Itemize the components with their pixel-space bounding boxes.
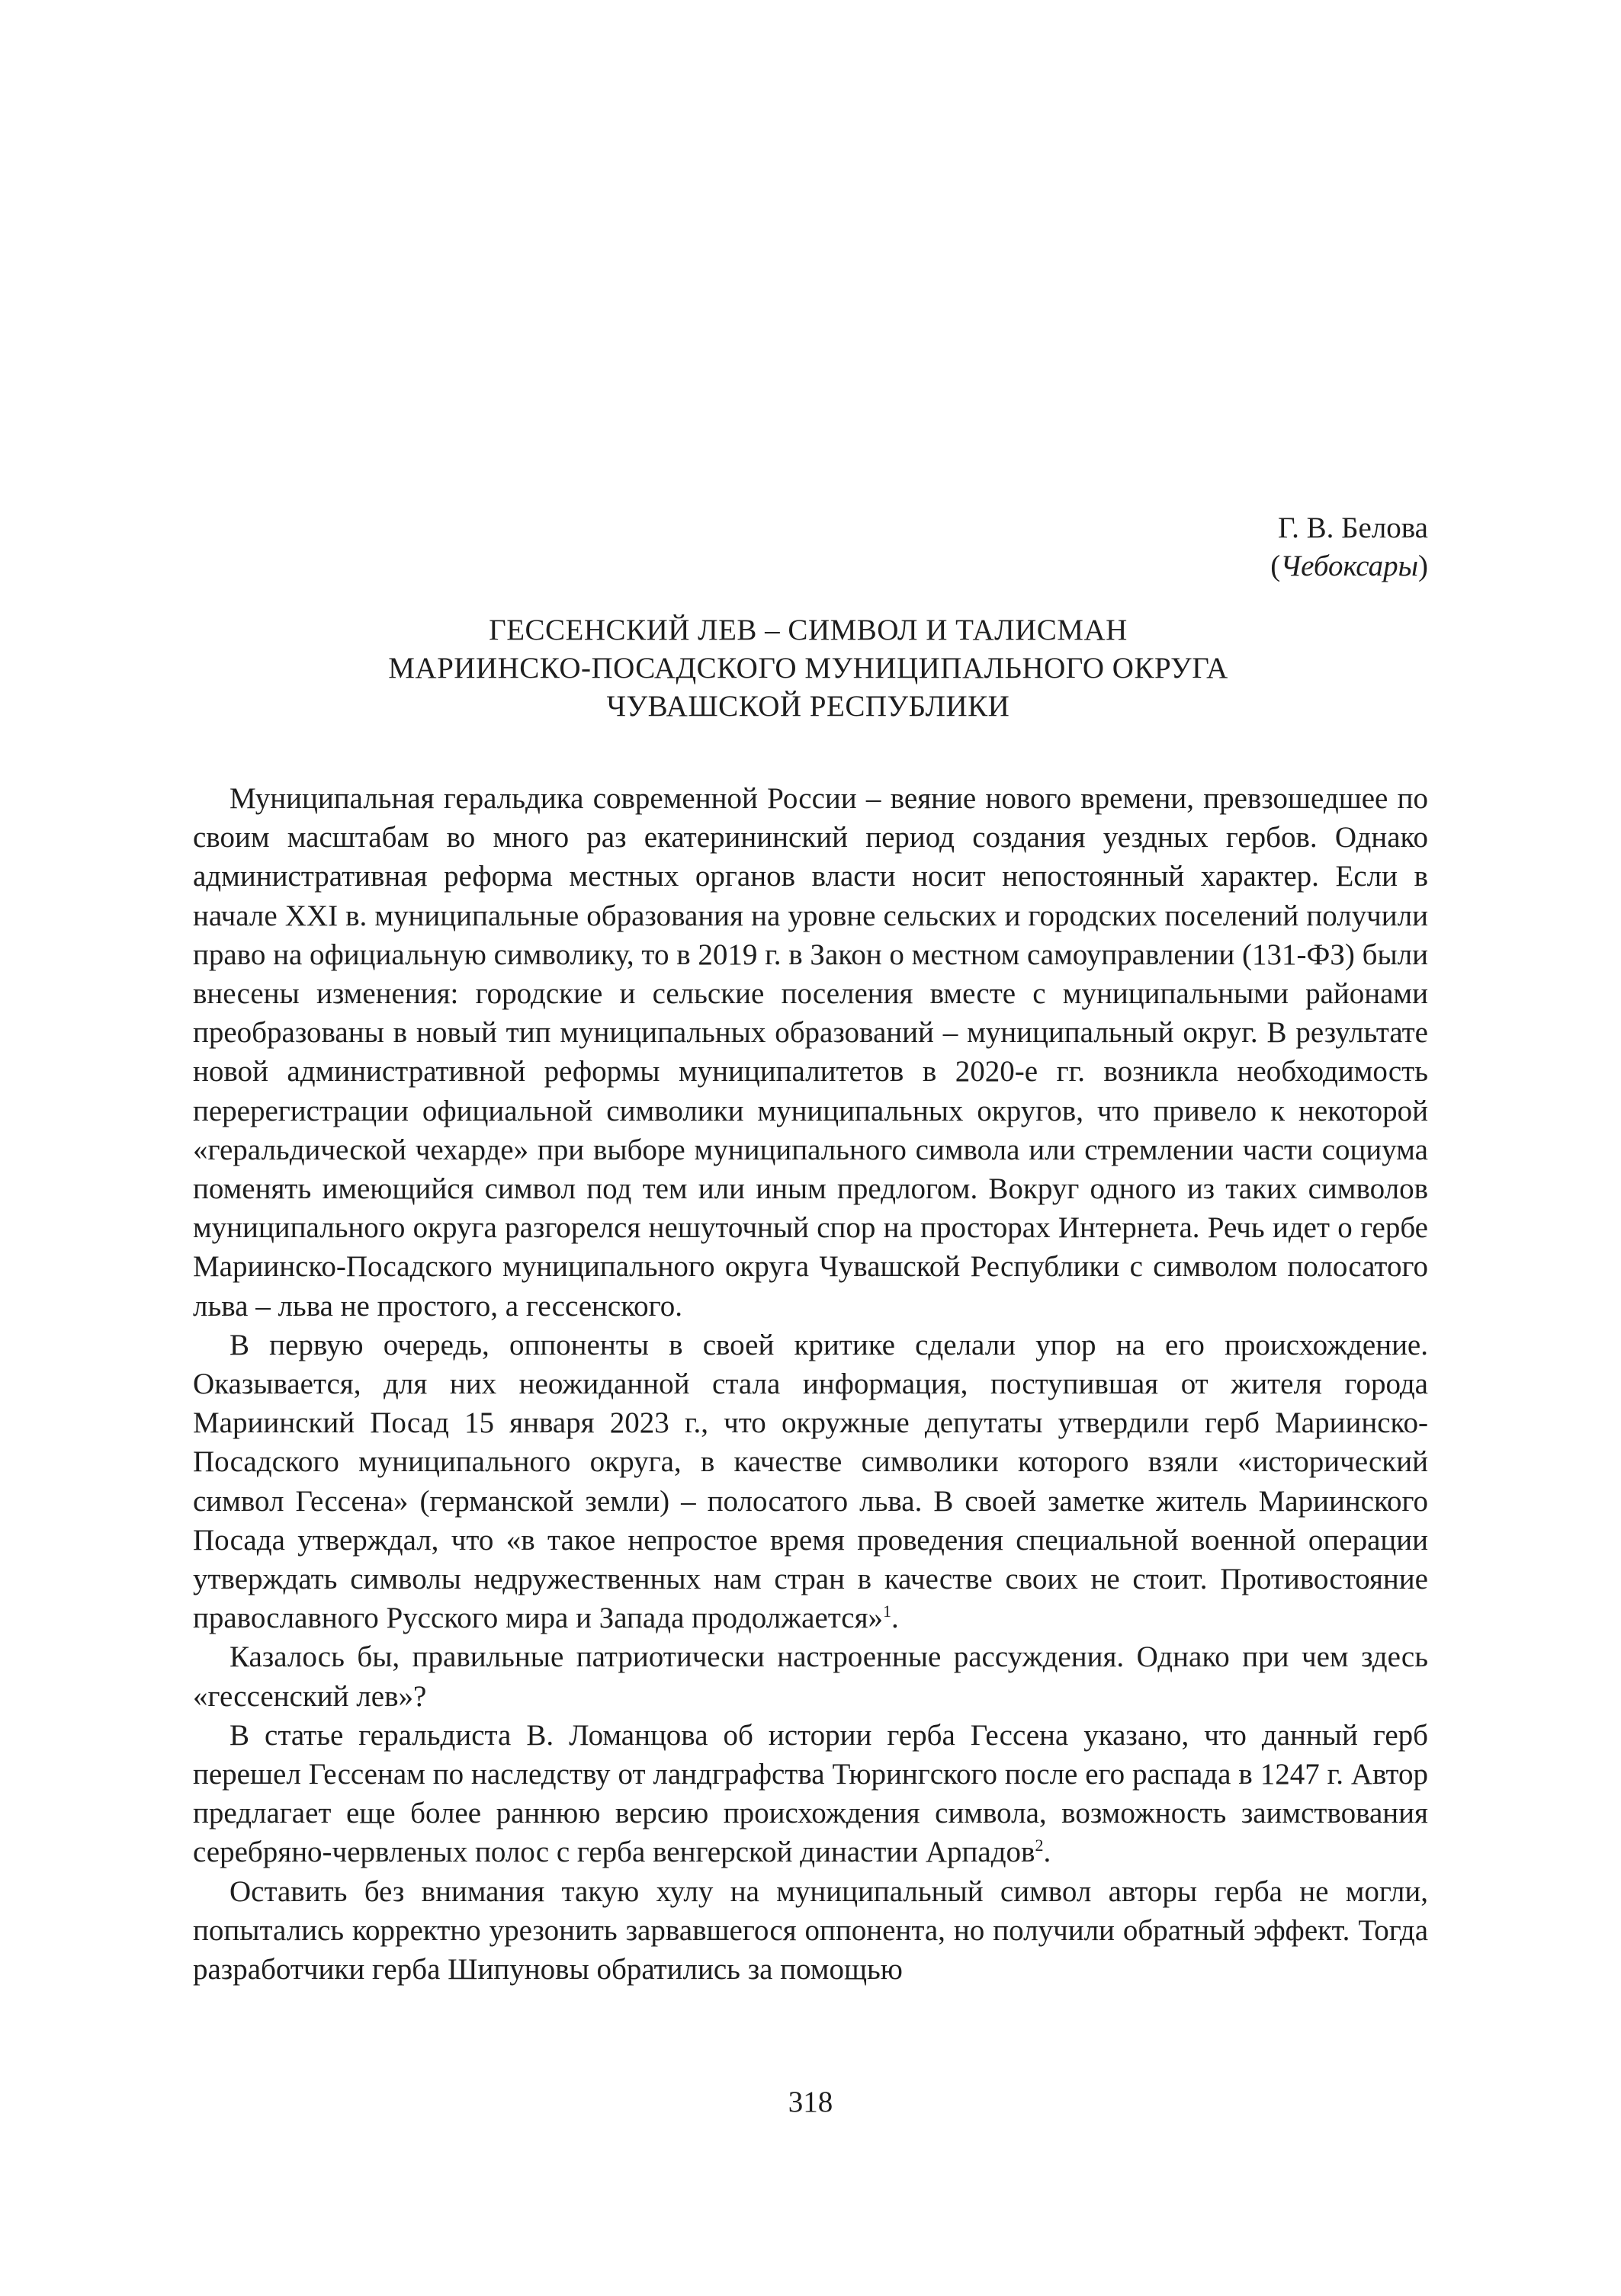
city-paren-close: ) (1418, 550, 1428, 582)
paragraph-2 (193, 1326, 1428, 1638)
page-number: 318 (788, 2086, 833, 2118)
title-line-2: МАРИИНСКО-ПОСАДСКОГО МУНИЦИПАЛЬНОГО ОКРУГА (388, 652, 1228, 685)
paragraph-1 (193, 779, 1428, 1326)
footnote-ref-2[interactable]: 2 (1035, 1836, 1044, 1855)
title-line-1: ГЕССЕНСКИЙ ЛЕВ – СИМВОЛ И ТАЛИСМАН (489, 614, 1128, 646)
paragraph-3-text: Казалось бы, правильные патриотически настроенные рассуждения. Однако при чем здесь «гессенский лев»? (193, 1640, 1428, 1713)
paragraph-5 (193, 1872, 1428, 1990)
title-line-3: ЧУВАШСКОЙ РЕСПУБЛИКИ (606, 690, 1010, 723)
author-city: Чебоксары (1280, 550, 1418, 582)
paragraph-4-tail: . (1043, 1836, 1051, 1869)
paragraph-2-tail: . (891, 1602, 899, 1635)
paragraph-2-text: В первую очередь, оппоненты в своей критике сделали упор на его происхождение. Оказывается, для них неожиданной стала информация, поступившая от жителя города Мариинский Посад 15 января 2023 г., что окружные депутаты утвердили герб Мариинско-Посадского муниципального округа, в качестве символики которого взяли «исторический символ Гессена» (германской земли) – полосатого льва. В своей заметке житель Мариинского Посада утверждал, что «в такое непростое время проведения специальной военной операции утверждать символы недружественных нам стран в качестве своих не стоит. Противостояние православного Русского мира и Запада продолжается» (193, 1328, 1428, 1635)
article-body (193, 779, 1428, 1989)
paragraph-1-text: Муниципальная геральдика современной России – веяние нового времени, превзошедшее по своим масштабам во много раз екатерининский период создания уездных гербов. Однако административная реформа местных органов власти носит непостоянный характер. Если в начале XXI в. муниципальные образования на уровне сельских и городских поселений получили право на официальную символику, то в 2019 г. в Закон о местном самоуправлении (131-ФЗ) были внесены изменения: городские и сельские поселения вместе с муниципальными районами преобразованы в новый тип муниципальных образований – муниципальный округ. В результате новой административной реформы муниципалитетов в 2020-е гг. возникла необходимость перерегистрации официальной символики муниципальных округов, что привело к некоторой «геральдической чехарде» при выборе муниципального символа или стремлении части социума поменять имеющийся символ под тем или иным предлогом. Вокруг одного из таких символов муниципального округа разгорелся нешуточный спор на просторах Интернета. Речь идет о гербе Мариинско-Посадского муниципального округа Чувашской Республики с символом полосатого льва – льва не простого, а гессенского. (193, 782, 1428, 1323)
paragraph-3 (193, 1637, 1428, 1715)
author-block (1270, 509, 1428, 585)
city-paren-open: ( (1270, 550, 1281, 582)
author-city-line (1270, 547, 1428, 585)
paragraph-4-text: В статье геральдиста В. Ломанцова об истории герба Гессена указано, что данный герб перешел Гессенам по наследству от ландграфства Тюрингского после его распада в 1247 г. Автор предлагает еще более раннюю версию происхождения символа, возможность заимствования серебряно-червленых полос с герба венгерской династии Арпадов (193, 1718, 1428, 1869)
article-title (191, 611, 1426, 726)
paragraph-4 (193, 1716, 1428, 1872)
paragraph-5-text: Оставить без внимания такую хулу на муниципальный символ авторы герба не могли, попытались корректно урезонить зарвавшегося оппонента, но получили обратный эффект. Тогда разработчики герба Шипуновы обратились за помощью (193, 1874, 1428, 1987)
footnote-ref-1[interactable]: 1 (883, 1602, 892, 1621)
author-name: Г. В. Белова (1277, 511, 1428, 544)
